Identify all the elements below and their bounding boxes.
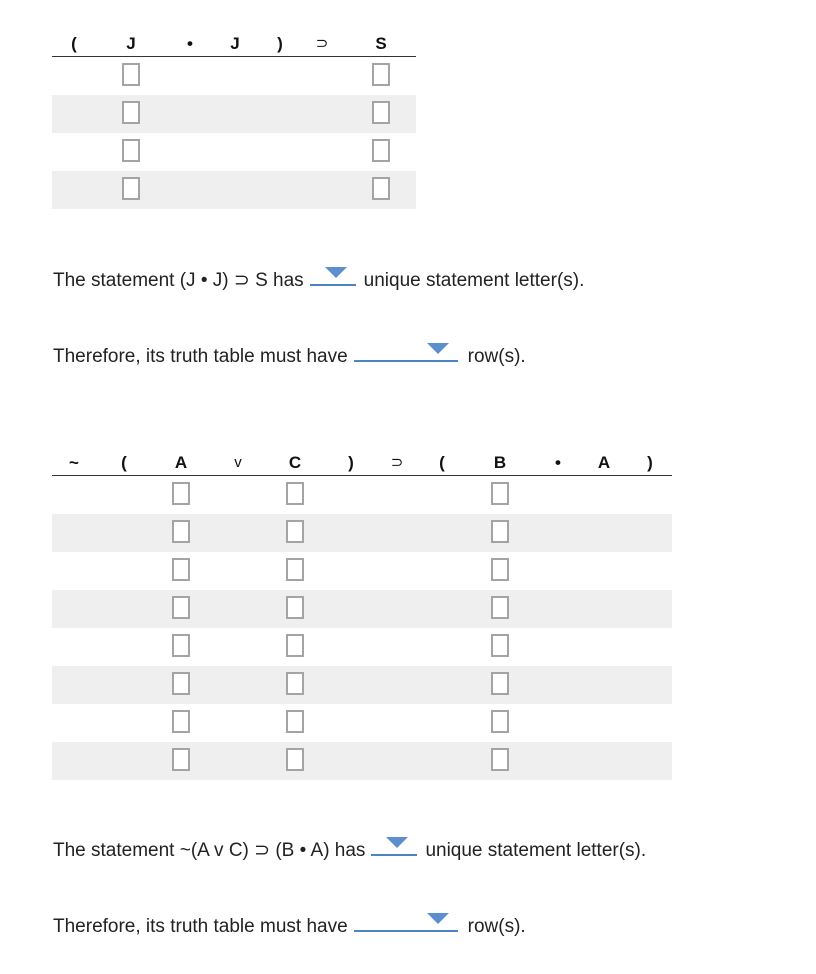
truth-value-input[interactable] [172, 672, 190, 695]
truth-table-1 [52, 32, 416, 209]
dropdown-arrow-icon [325, 267, 347, 278]
question-letter-count-1 [53, 258, 585, 291]
header-symbol-c: C [288, 453, 302, 472]
truth-value-input[interactable] [122, 63, 140, 86]
truth-value-input[interactable] [172, 634, 190, 657]
truth-value-input[interactable] [372, 139, 390, 162]
truth-value-input[interactable] [172, 520, 190, 543]
question-prefix: The statement (J • J) ⊃ S has [53, 270, 304, 291]
question-prefix: The statement ~(A v C) ⊃ (B • A) has [53, 840, 366, 861]
question-letter-count-2 [53, 828, 647, 861]
truth-value-input[interactable] [491, 558, 509, 581]
question-prefix: Therefore, its truth table must have [53, 916, 348, 937]
question-row-count-1 [53, 334, 526, 367]
question-suffix: unique statement letter(s). [425, 840, 647, 861]
question-suffix: unique statement letter(s). [363, 270, 585, 291]
header-symbol-lparen: ( [71, 34, 77, 53]
truth-value-input[interactable] [286, 748, 304, 771]
truth-value-input[interactable] [372, 101, 390, 124]
truth-value-input[interactable] [122, 101, 140, 124]
header-symbol-lparen: ( [121, 453, 127, 472]
table-row [52, 476, 672, 514]
truth-value-input[interactable] [172, 596, 190, 619]
truth-value-input[interactable] [286, 710, 304, 733]
table-row [52, 552, 672, 590]
question-prefix: Therefore, its truth table must have [53, 346, 348, 367]
dropdown-arrow-icon [427, 913, 449, 924]
question-suffix: row(s). [467, 346, 526, 367]
truth-value-input[interactable] [172, 558, 190, 581]
truth-value-input[interactable] [491, 634, 509, 657]
truth-value-input[interactable] [372, 177, 390, 200]
truth-value-input[interactable] [122, 139, 140, 162]
question-suffix: row(s). [467, 916, 526, 937]
table-row [52, 666, 672, 704]
table-row [52, 514, 672, 552]
letter-count-dropdown-2[interactable] [371, 828, 417, 856]
truth-value-input[interactable] [286, 482, 304, 505]
truth-table-1-header [52, 32, 416, 57]
dropdown-arrow-icon [386, 837, 408, 848]
table-row [52, 57, 416, 95]
truth-value-input[interactable] [286, 596, 304, 619]
truth-value-input[interactable] [491, 482, 509, 505]
dropdown-arrow-icon [427, 343, 449, 354]
truth-table-2-header [52, 451, 672, 476]
header-symbol-dot: • [555, 453, 561, 472]
header-symbol-horseshoe: ⊃ [315, 35, 329, 52]
header-symbol-rparen: ) [348, 453, 354, 472]
header-symbol-lparen: ( [439, 453, 445, 472]
header-symbol-s: S [375, 34, 387, 53]
truth-value-input[interactable] [491, 672, 509, 695]
header-symbol-b: B [493, 453, 507, 472]
truth-table-2 [52, 451, 672, 780]
truth-value-input[interactable] [491, 748, 509, 771]
header-symbol-a: A [597, 453, 611, 472]
truth-value-input[interactable] [286, 672, 304, 695]
header-symbol-dot: • [187, 34, 193, 53]
truth-value-input[interactable] [122, 177, 140, 200]
truth-value-input[interactable] [372, 63, 390, 86]
row-count-dropdown-2[interactable] [354, 904, 458, 932]
table-row [52, 590, 672, 628]
truth-value-input[interactable] [491, 596, 509, 619]
truth-value-input[interactable] [172, 482, 190, 505]
header-symbol-j: J [126, 34, 136, 53]
table-row [52, 95, 416, 133]
table-row [52, 742, 672, 780]
header-symbol-tilde: ~ [69, 453, 79, 472]
truth-value-input[interactable] [286, 520, 304, 543]
table-row [52, 171, 416, 209]
row-count-dropdown-1[interactable] [354, 334, 458, 362]
table-row [52, 704, 672, 742]
question-row-count-2 [53, 904, 526, 937]
truth-value-input[interactable] [286, 634, 304, 657]
header-symbol-a: A [174, 453, 188, 472]
header-symbol-horseshoe: ⊃ [390, 454, 404, 471]
truth-value-input[interactable] [491, 710, 509, 733]
header-symbol-rparen: ) [277, 34, 283, 53]
truth-value-input[interactable] [491, 520, 509, 543]
table-row [52, 628, 672, 666]
header-symbol-wedge: v [234, 454, 242, 471]
truth-value-input[interactable] [172, 710, 190, 733]
letter-count-dropdown-1[interactable] [310, 258, 356, 286]
header-symbol-rparen: ) [647, 453, 653, 472]
header-symbol-j: J [230, 34, 240, 53]
table-row [52, 133, 416, 171]
truth-value-input[interactable] [286, 558, 304, 581]
truth-value-input[interactable] [172, 748, 190, 771]
